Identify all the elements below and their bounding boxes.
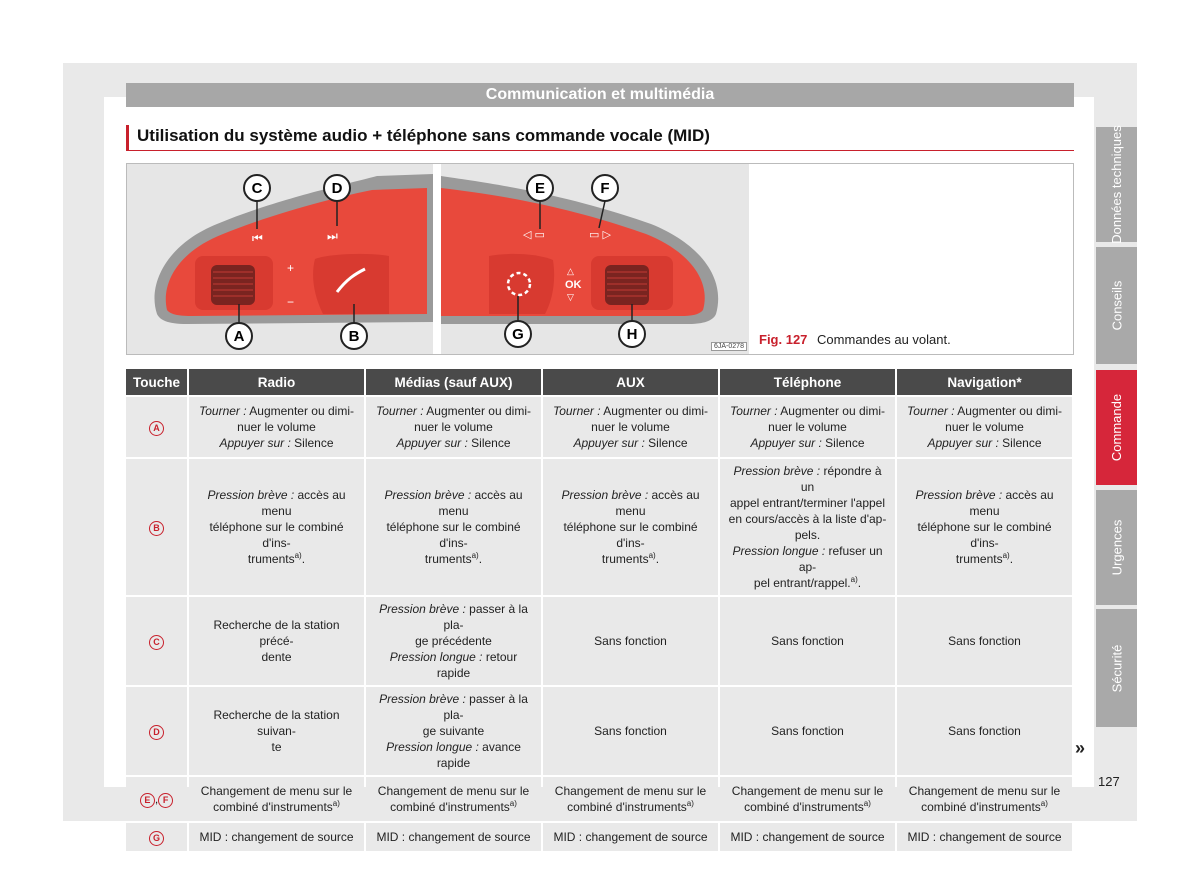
table-cell: Changement de menu sur le combiné d'instruments$^{a)}$ bbox=[897, 777, 1072, 821]
key-badge-b: B bbox=[149, 521, 164, 536]
side-tab-1[interactable] bbox=[1096, 127, 1137, 242]
action-term: Tourner : bbox=[376, 404, 424, 418]
footnote-ref: a) bbox=[509, 799, 517, 808]
side-tab-2[interactable] bbox=[1096, 247, 1137, 364]
action-term: Appuyer sur : bbox=[219, 436, 291, 450]
action-term: Tourner : bbox=[907, 404, 955, 418]
table-header-row bbox=[126, 369, 1072, 395]
figure-127 bbox=[126, 163, 1074, 355]
action-term: Pression longue : bbox=[389, 650, 483, 664]
key-cell bbox=[126, 397, 187, 457]
action-term: Pression longue : bbox=[386, 740, 479, 754]
table-row bbox=[126, 823, 1072, 851]
table-row bbox=[126, 597, 1072, 685]
table-row bbox=[126, 777, 1072, 821]
action-term: Pression brève : bbox=[384, 488, 472, 502]
callout-d: D bbox=[331, 180, 343, 197]
callout-h: H bbox=[626, 326, 638, 343]
callout-g: G bbox=[512, 326, 524, 343]
figure-caption bbox=[759, 332, 951, 347]
callout-e: E bbox=[534, 180, 546, 197]
table-cell: Pression brève : accès au menu téléphone sur le combiné d'ins- truments$^{a)}$. bbox=[366, 459, 541, 595]
svg-text:−: − bbox=[287, 295, 295, 309]
footnote-ref: a) bbox=[686, 799, 694, 808]
svg-text:◁ ▭: ◁ ▭ bbox=[523, 229, 545, 241]
side-tab-label: Urgences bbox=[1109, 519, 1125, 576]
footnote-ref: a) bbox=[863, 799, 871, 808]
svg-text:⏭: ⏭ bbox=[327, 229, 338, 243]
action-term: Pression brève : bbox=[379, 602, 466, 616]
action-term: Appuyer sur : bbox=[750, 436, 822, 450]
controls-table bbox=[124, 367, 1074, 853]
table-cell: Changement de menu sur le combiné d'instruments$^{a)}$ bbox=[189, 777, 364, 821]
table-cell: Sans fonction bbox=[720, 597, 895, 685]
figure-code: 6JA-0278 bbox=[711, 342, 747, 351]
action-term: Pression brève : bbox=[561, 488, 649, 502]
side-tab-4[interactable] bbox=[1096, 490, 1137, 605]
callout-f: F bbox=[600, 180, 610, 197]
key-badge-e: E bbox=[140, 793, 155, 808]
left-control-illustration bbox=[127, 164, 433, 354]
steering-controls-right bbox=[441, 164, 749, 354]
footnote-ref: a) bbox=[850, 575, 858, 584]
table-cell: Changement de menu sur le combiné d'instruments$^{a)}$ bbox=[543, 777, 718, 821]
key-badge-c: C bbox=[149, 635, 164, 650]
action-term: Tourner : bbox=[730, 404, 778, 418]
side-tab-3[interactable] bbox=[1096, 370, 1137, 485]
footnote-ref: a) bbox=[471, 551, 479, 560]
header-telephone: Téléphone bbox=[720, 369, 895, 395]
table-cell: MID : changement de source bbox=[366, 823, 541, 851]
table-cell: Tourner : Augmenter ou dimi- nuer le volume Appuyer sur : Silence bbox=[189, 397, 364, 457]
key-cell bbox=[126, 459, 187, 595]
action-term: Pression longue : bbox=[732, 544, 826, 558]
table-row bbox=[126, 397, 1072, 457]
table-cell: MID : changement de source bbox=[543, 823, 718, 851]
key-badge-d: D bbox=[149, 725, 164, 740]
svg-text:+: + bbox=[287, 261, 295, 275]
figure-number: Fig. 127 bbox=[759, 332, 808, 347]
footnote-ref: a) bbox=[332, 799, 340, 808]
table-cell: Sans fonction bbox=[543, 597, 718, 685]
action-term: Appuyer sur : bbox=[396, 436, 468, 450]
table-cell: Tourner : Augmenter ou dimi- nuer le volume Appuyer sur : Silence bbox=[543, 397, 718, 457]
header-touche: Touche bbox=[126, 369, 187, 395]
action-term: Tourner : bbox=[553, 404, 601, 418]
svg-text:▭ ▷: ▭ ▷ bbox=[589, 229, 611, 241]
table-cell: Sans fonction bbox=[897, 687, 1072, 775]
table-cell: Sans fonction bbox=[543, 687, 718, 775]
table-cell: Changement de menu sur le combiné d'instruments$^{a)}$ bbox=[366, 777, 541, 821]
key-badge-f: F bbox=[158, 793, 173, 808]
header-radio: Radio bbox=[189, 369, 364, 395]
table-cell: Recherche de la station suivan- te bbox=[189, 687, 364, 775]
footnote-ref: a) bbox=[1040, 799, 1048, 808]
table-cell: Pression brève : accès au menu téléphone sur le combiné d'ins- truments$^{a)}$. bbox=[543, 459, 718, 595]
footnote-ref: a) bbox=[1002, 551, 1010, 560]
chapter-header: Communication et multimédia bbox=[126, 83, 1074, 107]
key-badge-g: G bbox=[149, 831, 164, 846]
table-cell: Tourner : Augmenter ou dimi- nuer le volume Appuyer sur : Silence bbox=[366, 397, 541, 457]
table-cell: Sans fonction bbox=[897, 597, 1072, 685]
continue-mark: » bbox=[1075, 738, 1086, 758]
key-cell: E , F bbox=[126, 777, 187, 821]
table-row bbox=[126, 687, 1072, 775]
key-cell bbox=[126, 597, 187, 685]
action-term: Pression brève : bbox=[915, 488, 1003, 502]
table-cell: Tourner : Augmenter ou dimi- nuer le volume Appuyer sur : Silence bbox=[720, 397, 895, 457]
table-cell: Pression brève : passer à la pla- ge précédente Pression longue : retour rapide bbox=[366, 597, 541, 685]
table-cell: Pression brève : accès au menu téléphone sur le combiné d'ins- truments$^{a)}$. bbox=[189, 459, 364, 595]
svg-text:⏮: ⏮ bbox=[252, 231, 263, 245]
table-cell: Pression brève : passer à la pla- ge suivante Pression longue : avance rapide bbox=[366, 687, 541, 775]
right-control-illustration bbox=[441, 164, 749, 354]
table-cell: Recherche de la station précé- dente bbox=[189, 597, 364, 685]
side-tab-5[interactable] bbox=[1096, 609, 1137, 727]
page-number: 127 bbox=[1098, 774, 1120, 789]
action-term: Pression brève : bbox=[733, 464, 821, 478]
header-medias: Médias (sauf AUX) bbox=[366, 369, 541, 395]
svg-text:OK: OK bbox=[565, 279, 582, 291]
table-cell: Sans fonction bbox=[720, 687, 895, 775]
side-tab-label: Conseils bbox=[1109, 280, 1125, 331]
table-cell: MID : changement de source bbox=[720, 823, 895, 851]
key-badge-a: A bbox=[149, 421, 164, 436]
table-row bbox=[126, 459, 1072, 595]
action-term: Tourner : bbox=[199, 404, 247, 418]
table-cell: Pression brève : accès au menu téléphone sur le combiné d'ins- truments$^{a)}$. bbox=[897, 459, 1072, 595]
header-navigation: Navigation* bbox=[897, 369, 1072, 395]
svg-text:▽: ▽ bbox=[567, 292, 574, 302]
steering-controls-left bbox=[127, 164, 433, 354]
section-title: Utilisation du système audio + téléphone sans commande vocale (MID) bbox=[126, 125, 1074, 151]
callout-a: A bbox=[233, 328, 245, 345]
svg-text:△: △ bbox=[567, 266, 574, 276]
action-term: Pression brève : bbox=[207, 488, 295, 502]
key-cell bbox=[126, 687, 187, 775]
table-cell: MID : changement de source bbox=[897, 823, 1072, 851]
footnote-ref: a) bbox=[648, 551, 656, 560]
action-term: Pression brève : bbox=[379, 692, 466, 706]
table-cell: Changement de menu sur le combiné d'instruments$^{a)}$ bbox=[720, 777, 895, 821]
figure-caption-text: Commandes au volant. bbox=[817, 332, 951, 347]
header-aux: AUX bbox=[543, 369, 718, 395]
callout-c: C bbox=[251, 180, 263, 197]
footnote-ref: a) bbox=[294, 551, 302, 560]
callout-b: B bbox=[348, 328, 360, 345]
key-cell bbox=[126, 823, 187, 851]
side-tab-label: Sécurité bbox=[1109, 644, 1125, 692]
side-tab-label: Données techniques bbox=[1109, 125, 1124, 244]
table-cell: MID : changement de source bbox=[189, 823, 364, 851]
action-term: Appuyer sur : bbox=[927, 436, 999, 450]
table-body bbox=[126, 397, 1072, 851]
table-cell: Pression brève : répondre à un appel entrant/terminer l'appel en cours/accès à la liste d'ap- pels. Pression longue : refuser un ap- pel entrant/rappel.$^{a)}$. bbox=[720, 459, 895, 595]
side-tab-label: Commande bbox=[1109, 393, 1125, 462]
action-term: Appuyer sur : bbox=[573, 436, 645, 450]
table-cell: Tourner : Augmenter ou dimi- nuer le volume Appuyer sur : Silence bbox=[897, 397, 1072, 457]
